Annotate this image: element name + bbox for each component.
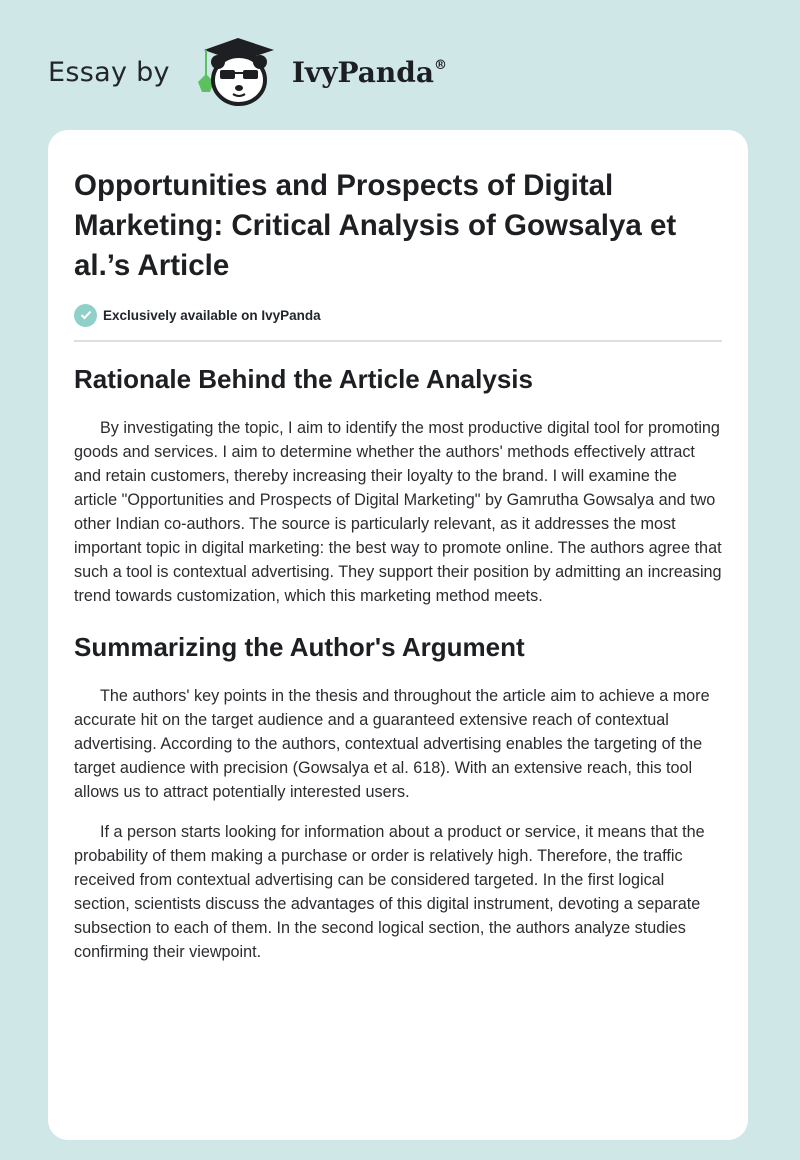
paragraph: The authors' key points in the thesis and throughout the article aim to achieve a more accurate hit on the target audience and a guaranteed extensive reach of contextual advertising. According to the authors, contextual advertising enables the targeting of the target audience with precision (Gowsalya et al. 618). With an extensive reach, this tool allows us to attract potentially interested users. — [74, 687, 710, 801]
badge-label: Exclusively available on IvyPanda — [103, 307, 321, 323]
section-heading: Summarizing the Author's Argument — [74, 632, 525, 662]
section-heading: Rationale Behind the Article Analysis — [74, 364, 533, 394]
panda-graduate-icon — [192, 36, 282, 108]
paragraph: If a person starts looking for information about a product or service, it means that the probability of them making a purchase or order is relatively high. Therefore, the traffic received from contextual advertising can be considered targeted. In the first logical section, scientists discuss the advantages of this digital instrument, devoting a separate subsection to each of them. In the second logical section, the authors analyze studies confirming their viewpoint. — [74, 823, 705, 961]
paragraph: By investigating the topic, I aim to identify the most productive digital tool for promoting goods and services. I aim to determine whether the authors' methods effectively attract and retain customers, thereby increasing their loyalty to the brand. I will examine the article "Opportunities and Prospects of Digital Marketing" by Gamrutha Gowsalya and two other Indian co-authors. The source is particularly relevant, as it addresses the most important topic in digital marketing: the best way to promote online. The authors agree that such a tool is contextual advertising. They support their position by admitting an increasing trend towards customization, which this marketing method meets. — [74, 419, 722, 605]
brand-logo-text: IvyPanda® — [291, 55, 447, 89]
exclusive-badge — [74, 302, 722, 328]
check-circle-icon — [74, 304, 97, 327]
site-header — [48, 34, 447, 110]
article-title: Opportunities and Prospects of Digital Marketing: Critical Analysis of Gowsalya et al.’s Article — [74, 169, 677, 282]
article-card — [48, 130, 748, 1140]
essay-by-label: Essay by — [48, 56, 170, 88]
divider — [74, 340, 722, 342]
